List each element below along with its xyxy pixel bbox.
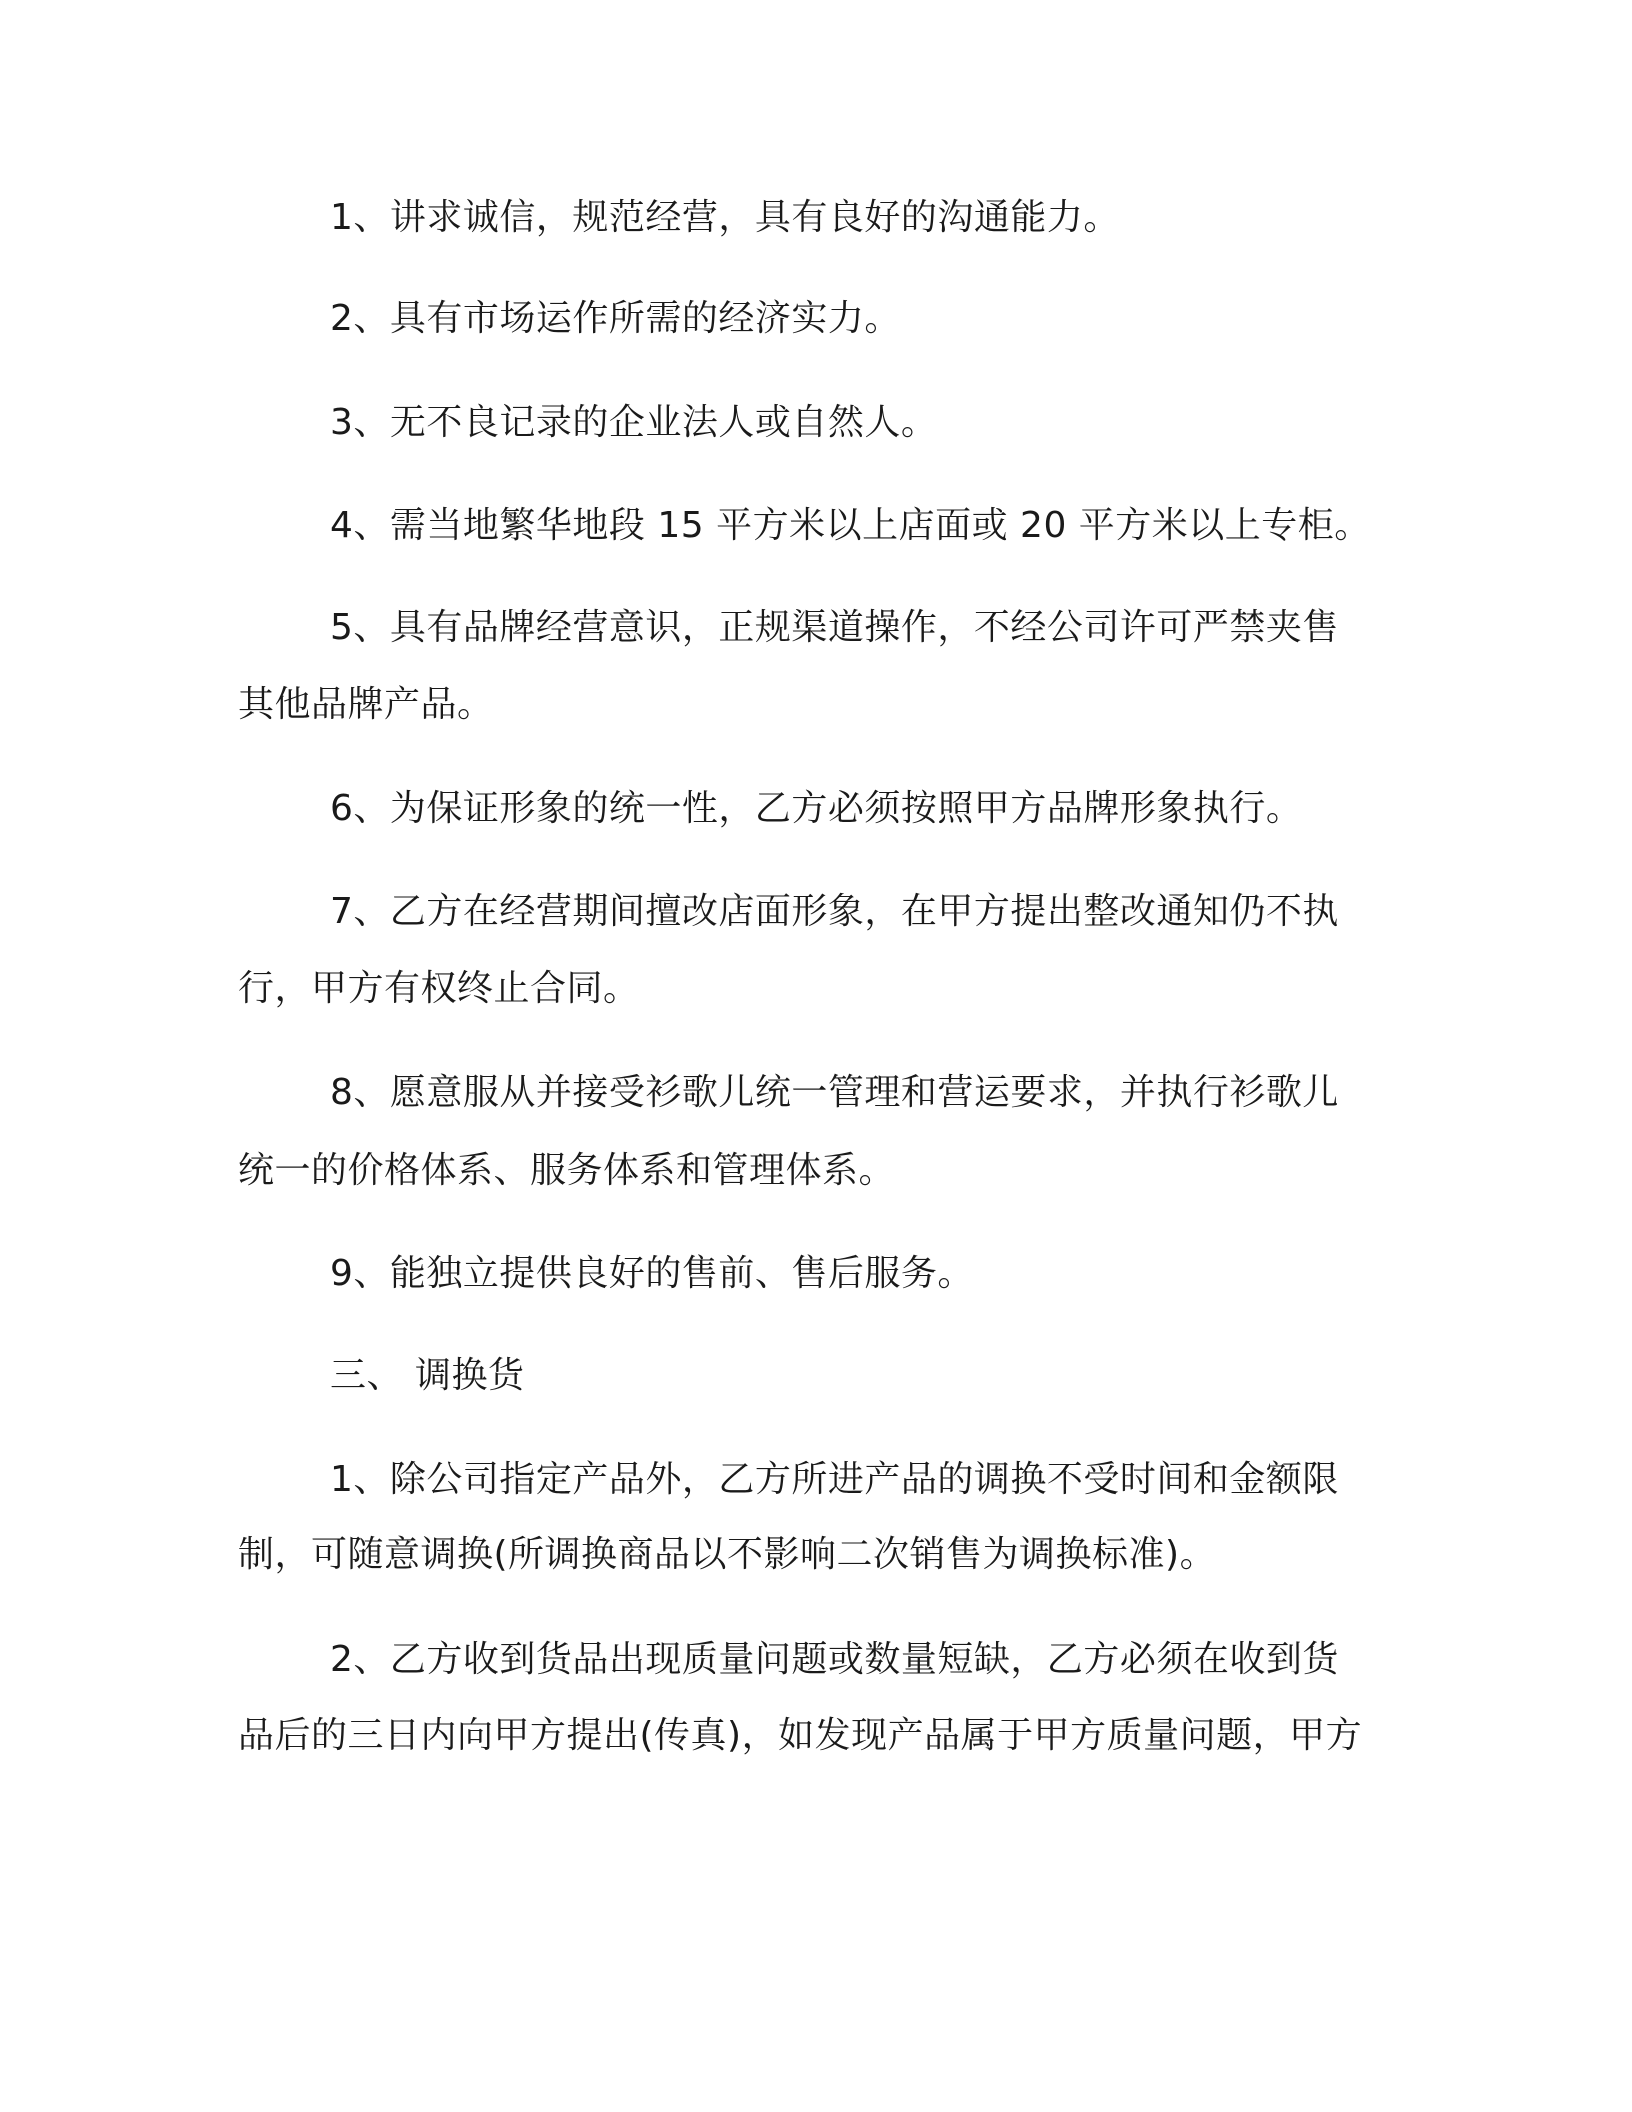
requirement-item-8: 8、愿意服从并接受衫歌儿统一管理和营运要求，并执行衫歌儿 [330,1072,1339,1113]
requirement-item-4: 4、需当地繁华地段 15 平方米以上店面或 20 平方米以上专柜。 [330,505,1371,546]
exchange-item-1-cont: 制，可随意调换(所调换商品以不影响二次销售为调换标准)。 [238,1534,1217,1575]
requirement-item-7-cont: 行，甲方有权终止合同。 [238,968,640,1009]
exchange-item-1: 1、除公司指定产品外，乙方所进产品的调换不受时间和金额限 [330,1459,1339,1500]
requirement-item-7: 7、乙方在经营期间擅改店面形象，在甲方提出整改通知仍不执 [330,891,1339,932]
section-heading: 三、 调换货 [330,1355,525,1396]
exchange-item-2-cont: 品后的三日内向甲方提出(传真)，如发现产品属于甲方质量问题，甲方 [238,1715,1363,1756]
exchange-item-2: 2、乙方收到货品出现质量问题或数量短缺，乙方必须在收到货 [330,1639,1339,1680]
requirement-item-5: 5、具有品牌经营意识，正规渠道操作，不经公司许可严禁夹售 [330,607,1339,648]
requirement-item-6: 6、为保证形象的统一性，乙方必须按照甲方品牌形象执行。 [330,788,1303,829]
requirement-item-3: 3、无不良记录的企业法人或自然人。 [330,402,938,443]
requirement-item-9: 9、能独立提供良好的售前、售后服务。 [330,1253,974,1294]
requirement-item-5-cont: 其他品牌产品。 [238,684,494,725]
requirement-item-8-cont: 统一的价格体系、服务体系和管理体系。 [238,1150,896,1191]
requirement-item-1: 1、讲求诚信，规范经营，具有良好的沟通能力。 [330,197,1120,238]
requirement-item-2: 2、具有市场运作所需的经济实力。 [330,298,901,339]
